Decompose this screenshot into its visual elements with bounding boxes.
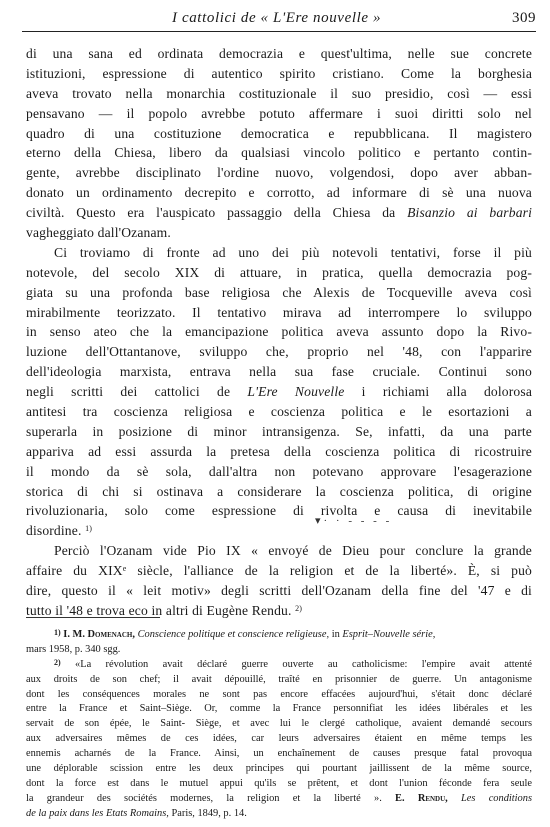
text-line: gente, avrebbe disciplinato l'ordine nuovo, volgendosi, dopo aver abban- bbox=[26, 165, 532, 181]
footnote-line: servait de son épée, le Saint- Siège, et avec lui le clergé catholique, avaient demandé secours bbox=[26, 718, 532, 730]
page-number: 309 bbox=[512, 10, 536, 26]
footnote-line: entre la France et Saint–Siège. Or, comme la France personnifiat les idées libérales et les bbox=[26, 703, 532, 715]
text-line: quadro di una costituzione democratica e repubblicana. Il magistero bbox=[26, 125, 532, 141]
footnote-author: I. M. Domenach, bbox=[63, 629, 135, 640]
text-line: vagheggiato dall'Ozanam. bbox=[26, 225, 171, 241]
text-line: mirabilmente teorizzato. Il tentativo mirava ad interrompere lo sviluppo bbox=[26, 304, 532, 320]
text-run: la grandeur des sociétés modernes, la religion et la liberté ». bbox=[26, 792, 396, 804]
footnote-2 bbox=[26, 658, 532, 673]
text-line: luzione dell'Ottantanove, sviluppo che, proprio nel '48, con l'apparire bbox=[26, 344, 532, 360]
footnote-title: Les conditions bbox=[461, 792, 532, 804]
text-line: storica di chi si ostinava a considerare la coscienza politica, di origine bbox=[26, 483, 532, 499]
footnote-number: 1) bbox=[54, 628, 61, 637]
text-run: negli scritti dei cattolici de bbox=[26, 384, 248, 400]
footnote-line: ennemis acharnés de la France. Ainsi, un enchaînement de causes presque fatal provoqua bbox=[26, 748, 532, 760]
text-line: aveva trovato nella monarchia costituzionale il suo presidio, così — essi bbox=[26, 85, 532, 101]
footnote-1-cont: mars 1958, p. 340 sgg. bbox=[26, 643, 121, 655]
footnote-number: 2) bbox=[54, 657, 61, 667]
text-run: «La révolution avait déclaré guerre ouverte au catholicisme: l'empire avait attenté bbox=[75, 658, 532, 670]
text-run: Paris, 1849, p. 14. bbox=[168, 807, 247, 819]
text-run: tutto il '48 e trova eco in altri di Eugène Rendu. bbox=[26, 602, 292, 618]
running-title: I cattolici de « L'Ere nouvelle » bbox=[172, 10, 382, 26]
text-line: istituzioni, espressione di autentico spirito cristiano. Come la borghesia bbox=[26, 65, 532, 81]
text-run: civiltà. Questo era l'auspicato passaggio della Chiesa da bbox=[26, 205, 408, 221]
text-run: siècle, l'alliance de la religion et de la liberté». È, si può bbox=[126, 563, 532, 579]
text-run: affaire du XIX bbox=[26, 563, 123, 579]
text-run: in bbox=[331, 629, 340, 640]
text-line bbox=[26, 382, 532, 402]
journal-title: L'Ere Nouvelle bbox=[247, 384, 345, 400]
text-run: disordine. bbox=[26, 523, 82, 539]
footnote-1 bbox=[26, 628, 532, 643]
footnote-title: Conscience politique et conscience religieuse, bbox=[137, 629, 330, 640]
text-line: antitesi tra coscienza religiosa e coscienza politica e le esortazioni a bbox=[26, 404, 532, 420]
text-line: Ci troviamo di fronte ad uno dei più notevoli tentativi, forse il più bbox=[54, 244, 532, 260]
footnote-line bbox=[26, 807, 532, 822]
stray-print-mark: ▾· · - - - - bbox=[315, 515, 393, 527]
header-rule bbox=[22, 31, 536, 32]
text-line: in senso ateo che la emancipazione politica aveva assunto dopo la Rivo- bbox=[26, 324, 532, 340]
text-line: superarla in posizione di minor intransigenza. Se, infatti, da una parte bbox=[26, 423, 532, 439]
footnotes bbox=[26, 628, 532, 822]
text-line: appariva ad essi assurda la pretesa della coscienza politica di ricostruire bbox=[26, 443, 532, 459]
footnote-line bbox=[26, 792, 532, 807]
footnote-ref[interactable]: 2) bbox=[295, 603, 303, 613]
text-line: donato un ordinamento decrepito e corrotto, ad informare di sè una nuova bbox=[26, 185, 532, 201]
text-line: rivoluzionaria, solo come espressione di rivolta e causa di inevitabile bbox=[26, 503, 532, 519]
text-line: dire, questo il « leit motiv» degli scritti dell'Ozanam della fine del '47 e di bbox=[26, 583, 532, 599]
footnote-author: E. Rendu, bbox=[395, 792, 448, 804]
text-line bbox=[26, 521, 532, 541]
text-line: giata su una profonda base religiosa che Alexis de Tocqueville aveva così bbox=[26, 284, 532, 300]
text-line: pensavano — il popolo avrebbe potuto affermare i suoi diritti solo nel bbox=[26, 105, 532, 121]
footnote-rule bbox=[26, 617, 160, 618]
footnote-line: dont les conséquences morales ne sont pas encore effacées aujourd'hui, s'était donc déclaré bbox=[26, 688, 532, 700]
text-line: dell'ideologia marxista, entrava nella sua fase cruciale. Continui sono bbox=[26, 364, 532, 380]
text-run: i richiami alla dolorosa bbox=[344, 384, 532, 400]
footnote-line: dont la force est dans le mutuel appui qu'ils se prêtent, et dont l'union féconde fera seule bbox=[26, 777, 532, 789]
text-line: il mondo da sè sola, dall'altra non potevano approvare l'esagerazione bbox=[26, 463, 532, 479]
footnote-line: aux droits de son chef; il avait dépouillé, traîté en prisonnier de guerre. Un antagonisme bbox=[26, 673, 532, 685]
superscript: e bbox=[122, 564, 127, 574]
text-line bbox=[26, 203, 532, 223]
text-line: di una sana ed ordinata democrazia e quest'ultima, nelle sue concrete bbox=[26, 46, 532, 61]
footnote-journal: Esprit–Nouvelle série, bbox=[342, 629, 436, 640]
text-line: eterno della Chiesa, libero da qualsiasi vincolo politico e pertanto contin- bbox=[26, 145, 532, 161]
text-line bbox=[26, 561, 532, 581]
footnote-title: de la paix dans les Etats Romains, bbox=[26, 807, 169, 819]
main-text bbox=[26, 44, 532, 621]
italic-phrase: Bisanzio ai barbari bbox=[407, 205, 533, 221]
footnote-ref[interactable]: 1) bbox=[85, 524, 93, 534]
text-line: Perciò l'Ozanam vide Pio IX « envoyé de Dieu pour conclure la grande bbox=[54, 543, 532, 559]
page-header bbox=[22, 6, 536, 32]
text-line: notevole, del secolo XIX di attuare, in pratica, quella democrazia pog- bbox=[26, 264, 532, 280]
footnote-line: une déplorable scission entre les deux principes qui pourtant jaillissent de la même source, bbox=[26, 763, 532, 775]
footnote-line: aux adversaires mêmes de ces idées, car leurs adversaires étaient en même temps les bbox=[26, 733, 532, 745]
